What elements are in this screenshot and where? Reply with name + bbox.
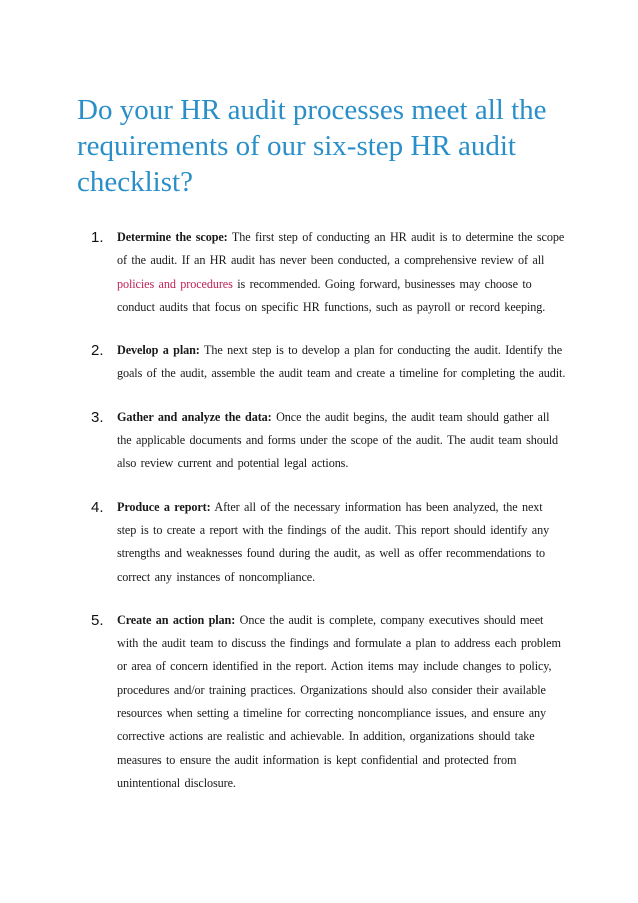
step-number: 2. (91, 342, 104, 360)
step-body: Once the audit is complete, company executives should meet with the audit team to discuss the findings and formulate a plan to address each problem or area of concern identified in the report. Action items may include changes to policy, procedures and/or training practices. Organizations should also consider their available resources when setting a timeline for correcting noncompliance issues, and ensure any corrective actions are realistic and achievable. In addition, organizations should take measures to ensure the audit information is kept confidential and protected from unintentional disclosure. (117, 612, 561, 790)
step-body: After all of the necessary information has been analyzed, the next step is to create a report with the findings of the audit. This report should identify any strengths and weaknesses found during the audit, as well as offer recommendations to correct any instances of noncompliance. (117, 499, 550, 584)
step-number: 1. (91, 229, 104, 246)
step-body-continued: is recommended. Going forward, businesses may choose to conduct audits that focus on specific HR functions, such as payroll or record keeping. (117, 276, 546, 314)
step-number: 3. (91, 408, 104, 426)
step-body: The first step of conducting an HR audit is to determine the scope of the audit. If an HR audit has never been conducted, a comprehensive review of all (117, 230, 565, 268)
step-text (117, 339, 566, 386)
step-heading: Determine the scope: (117, 230, 228, 244)
list-item (86, 226, 566, 319)
step-text (117, 406, 566, 476)
step-heading: Create an action plan: (117, 612, 236, 627)
step-number: 4. (91, 498, 104, 516)
list-item (86, 339, 566, 386)
step-number: 5. (91, 611, 104, 629)
step-body: Once the audit begins, the audit team should gather all the applicable documents and forms under the scope of the audit. The audit team should also review current and potential legal actions. (117, 409, 558, 471)
checklist-steps (86, 226, 566, 815)
list-item (86, 496, 566, 589)
list-item (86, 609, 566, 795)
step-heading: Develop a plan: (117, 343, 200, 358)
step-body: The next step is to develop a plan for conducting the audit. Identify the goals of the audit, assemble the audit team and create a timeline for completing the audit. (117, 343, 566, 381)
step-text (117, 226, 566, 319)
step-text (117, 496, 566, 589)
step-text (117, 609, 566, 795)
list-item (86, 406, 566, 476)
policies-procedures-link[interactable]: policies and procedures (117, 276, 233, 291)
step-heading: Produce a report: (117, 499, 211, 514)
step-heading: Gather and analyze the data: (117, 409, 272, 424)
page-title: Do your HR audit processes meet all the requirements of our six-step HR audit checklist? (77, 94, 547, 198)
